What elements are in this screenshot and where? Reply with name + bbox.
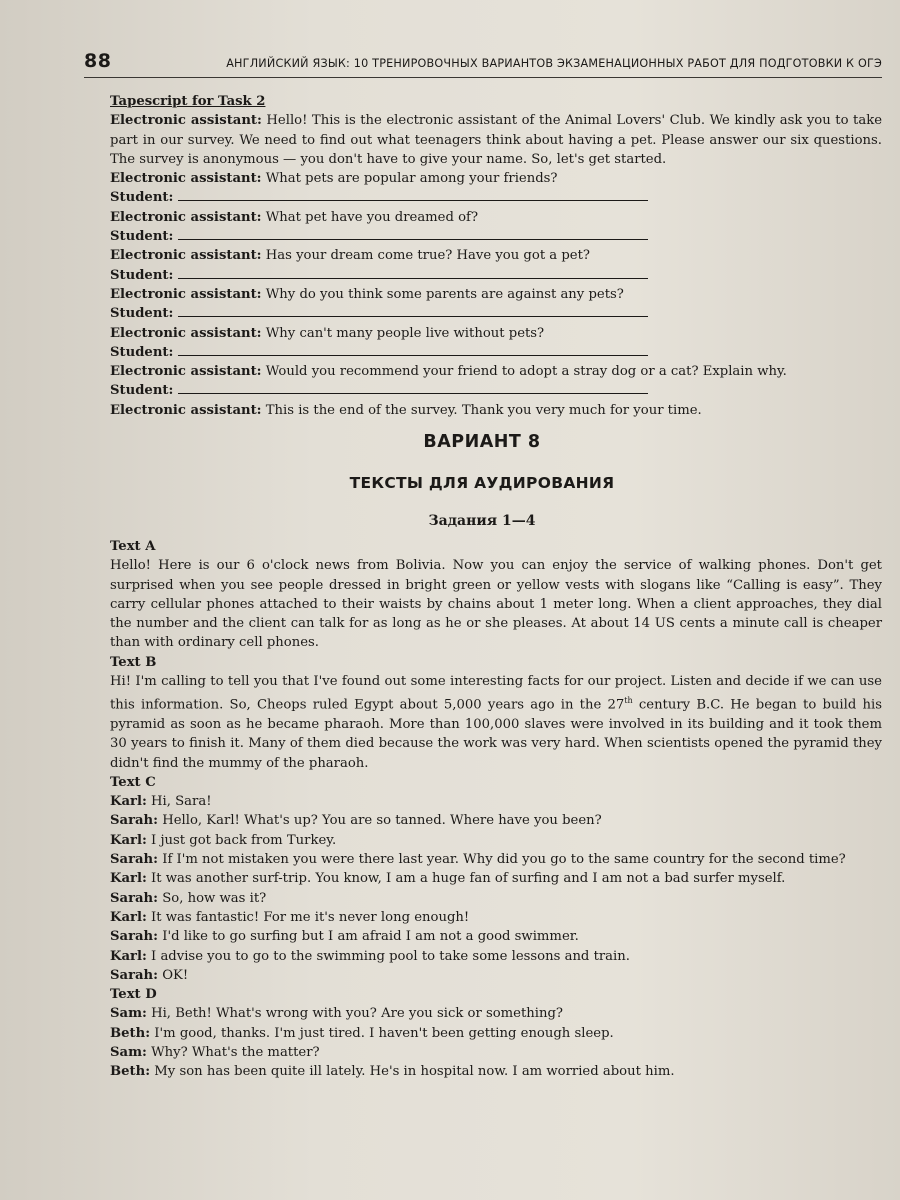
tapescript-title: Tapescript for Task 2	[110, 94, 266, 109]
student-label: Student:	[110, 306, 174, 322]
speaker-name: Karl:	[110, 871, 147, 887]
dialogue-line	[110, 1062, 882, 1081]
dialogue-text: Hi, Sara!	[151, 794, 212, 810]
dialogue-line	[110, 811, 882, 830]
survey-question-line	[110, 324, 882, 343]
text-d-label: Text D	[110, 987, 157, 1003]
survey-question-line	[110, 246, 882, 265]
speaker-label: Electronic assistant:	[110, 248, 262, 264]
dialogue-line	[110, 1004, 882, 1023]
texts-title: ТЕКСТЫ ДЛЯ АУДИРОВАНИЯ	[349, 474, 615, 493]
question-text: Has your dream come true? Have you got a pet?	[265, 248, 590, 264]
student-answer-line	[110, 304, 882, 323]
speaker-label: Electronic assistant:	[110, 209, 262, 225]
answer-blank[interactable]	[178, 229, 648, 240]
speaker-name: Sarah:	[110, 929, 159, 945]
question-text: Why do you think some parents are against any pets?	[265, 286, 624, 302]
speaker-name: Beth:	[110, 1064, 151, 1080]
student-label: Student:	[110, 267, 174, 283]
dialogue-line	[110, 966, 882, 985]
dialogue-text: I just got back from Turkey.	[151, 832, 337, 848]
student-label: Student:	[110, 344, 174, 360]
question-text: What pets are popular among your friends?	[265, 171, 558, 187]
survey-questions	[110, 169, 882, 401]
answer-blank[interactable]	[178, 345, 648, 356]
tasks-title: Задания 1—4	[428, 512, 536, 529]
answer-blank[interactable]	[178, 268, 648, 279]
student-answer-line	[110, 188, 882, 207]
dialogue-text: I'd like to go surfing but I am afraid I am not a good swimmer.	[162, 929, 579, 945]
text-c-dialogue	[110, 792, 882, 985]
tapescript-outro	[110, 401, 882, 420]
text-b-part-1: Hi! I'm calling to tell you that I've found out some interesting facts for our project. Listen and decide if we can use this information. So, Cheops ruled Egypt about 5,000 years ago in the 27	[110, 674, 882, 713]
speaker-name: Sarah:	[110, 813, 159, 829]
dialogue-text: Why? What's the matter?	[151, 1045, 320, 1061]
survey-question-line	[110, 208, 882, 227]
speaker-name: Sam:	[110, 1006, 147, 1022]
text-a-label: Text A	[110, 538, 156, 554]
speaker-label: Electronic assistant:	[110, 171, 262, 187]
intro-text: Hello! This is the electronic assistant of the Animal Lovers' Club. We kindly ask you to take part in our survey. We need to find out what teenagers think about having a pet. Please answer our six questions. The survey is anonymous — you don't have to give your name. So, let's get started.	[110, 113, 882, 167]
outro-text: This is the end of the survey. Thank you very much for your time.	[265, 402, 702, 418]
survey-question-line	[110, 362, 882, 381]
text-d-dialogue	[110, 1004, 882, 1081]
speaker-name: Karl:	[110, 948, 147, 964]
dialogue-line	[110, 908, 882, 927]
student-label: Student:	[110, 190, 174, 206]
dialogue-text: It was fantastic! For me it's never long enough!	[151, 909, 470, 925]
survey-question-line	[110, 285, 882, 304]
tapescript-intro	[110, 111, 882, 169]
dialogue-line	[110, 947, 882, 966]
student-label: Student:	[110, 229, 174, 245]
dialogue-text: Hello, Karl! What's up? You are so tanned. Where have you been?	[162, 813, 602, 829]
dialogue-text: I'm good, thanks. I'm just tired. I haven't been getting enough sleep.	[154, 1025, 614, 1041]
speaker-label: Electronic assistant:	[110, 364, 262, 380]
text-a-body: Hello! Here is our 6 o'clock news from Bolivia. Now you can enjoy the service of walking phones. Don't get surprised when you see people dressed in bright green or yellow vests with slogans like “Calling is easy”. They carry cellular phones attached to their waists by chains about 1 meter long. When a client approaches, they dial the number and the client can talk for as long as he or she pleases. At about 14 US cents a minute call is cheaper than with ordinary cell phones.	[110, 558, 882, 651]
answer-blank[interactable]	[178, 190, 648, 201]
dialogue-line	[110, 850, 882, 869]
answer-blank[interactable]	[178, 306, 648, 317]
speaker-label: Electronic assistant:	[110, 402, 262, 418]
question-text: Would you recommend your friend to adopt a stray dog or a cat? Explain why.	[265, 364, 787, 380]
text-b-body	[110, 672, 882, 773]
question-text: What pet have you dreamed of?	[265, 209, 479, 225]
text-c-label: Text C	[110, 774, 156, 790]
speaker-name: Sam:	[110, 1045, 147, 1061]
student-answer-line	[110, 266, 882, 285]
speaker-label: Electronic assistant:	[110, 286, 262, 302]
text-b-label: Text B	[110, 654, 157, 670]
speaker-name: Sarah:	[110, 852, 159, 868]
dialogue-line	[110, 889, 882, 908]
question-text: Why can't many people live without pets?	[265, 325, 545, 341]
speaker-name: Beth:	[110, 1025, 151, 1041]
dialogue-text: If I'm not mistaken you were there last year. Why did you go to the same country for the second time?	[162, 852, 846, 868]
dialogue-text: I advise you to go to the swimming pool to take some lessons and train.	[151, 948, 630, 964]
page-content	[110, 92, 882, 1082]
text-b-superscript: th	[624, 696, 633, 706]
dialogue-text: OK!	[162, 967, 189, 983]
dialogue-line	[110, 1024, 882, 1043]
dialogue-text: So, how was it?	[162, 890, 267, 906]
speaker-name: Karl:	[110, 832, 147, 848]
speaker-name: Karl:	[110, 794, 147, 810]
page-number: 88	[84, 50, 112, 72]
dialogue-line	[110, 792, 882, 811]
book-title: АНГЛИЙСКИЙ ЯЗЫК: 10 ТРЕНИРОВОЧНЫХ ВАРИАНТОВ ЭКЗАМЕНАЦИОННЫХ РАБОТ ДЛЯ ПОДГОТОВКИ К ОГЭ	[226, 57, 882, 70]
student-answer-line	[110, 381, 882, 400]
speaker-name: Karl:	[110, 909, 147, 925]
text-b-part-2: century B.C. He began to build his pyramid as soon as he became pharaoh. More than 100,000 slaves were involved in its building and it took them 30 years to finish it. Many of them died because the work was very hard. When scientists opened the pyramid they didn't find the mummy of the pharaoh.	[110, 697, 882, 771]
dialogue-line	[110, 927, 882, 946]
student-answer-line	[110, 343, 882, 362]
speaker-name: Sarah:	[110, 890, 159, 906]
dialogue-text: Hi, Beth! What's wrong with you? Are you sick or something?	[151, 1006, 563, 1022]
student-label: Student:	[110, 383, 174, 399]
running-header	[84, 50, 882, 78]
dialogue-line	[110, 1043, 882, 1062]
answer-blank[interactable]	[178, 383, 648, 394]
speaker-label: Electronic assistant:	[110, 113, 262, 129]
dialogue-text: My son has been quite ill lately. He's in hospital now. I am worried about him.	[154, 1064, 675, 1080]
survey-question-line	[110, 169, 882, 188]
speaker-label: Electronic assistant:	[110, 325, 262, 341]
variant-title: ВАРИАНТ 8	[423, 432, 541, 453]
dialogue-line	[110, 869, 882, 888]
dialogue-line	[110, 831, 882, 850]
dialogue-text: It was another surf-trip. You know, I am a huge fan of surfing and I am not a bad surfer myself.	[151, 871, 786, 887]
speaker-name: Sarah:	[110, 967, 159, 983]
student-answer-line	[110, 227, 882, 246]
